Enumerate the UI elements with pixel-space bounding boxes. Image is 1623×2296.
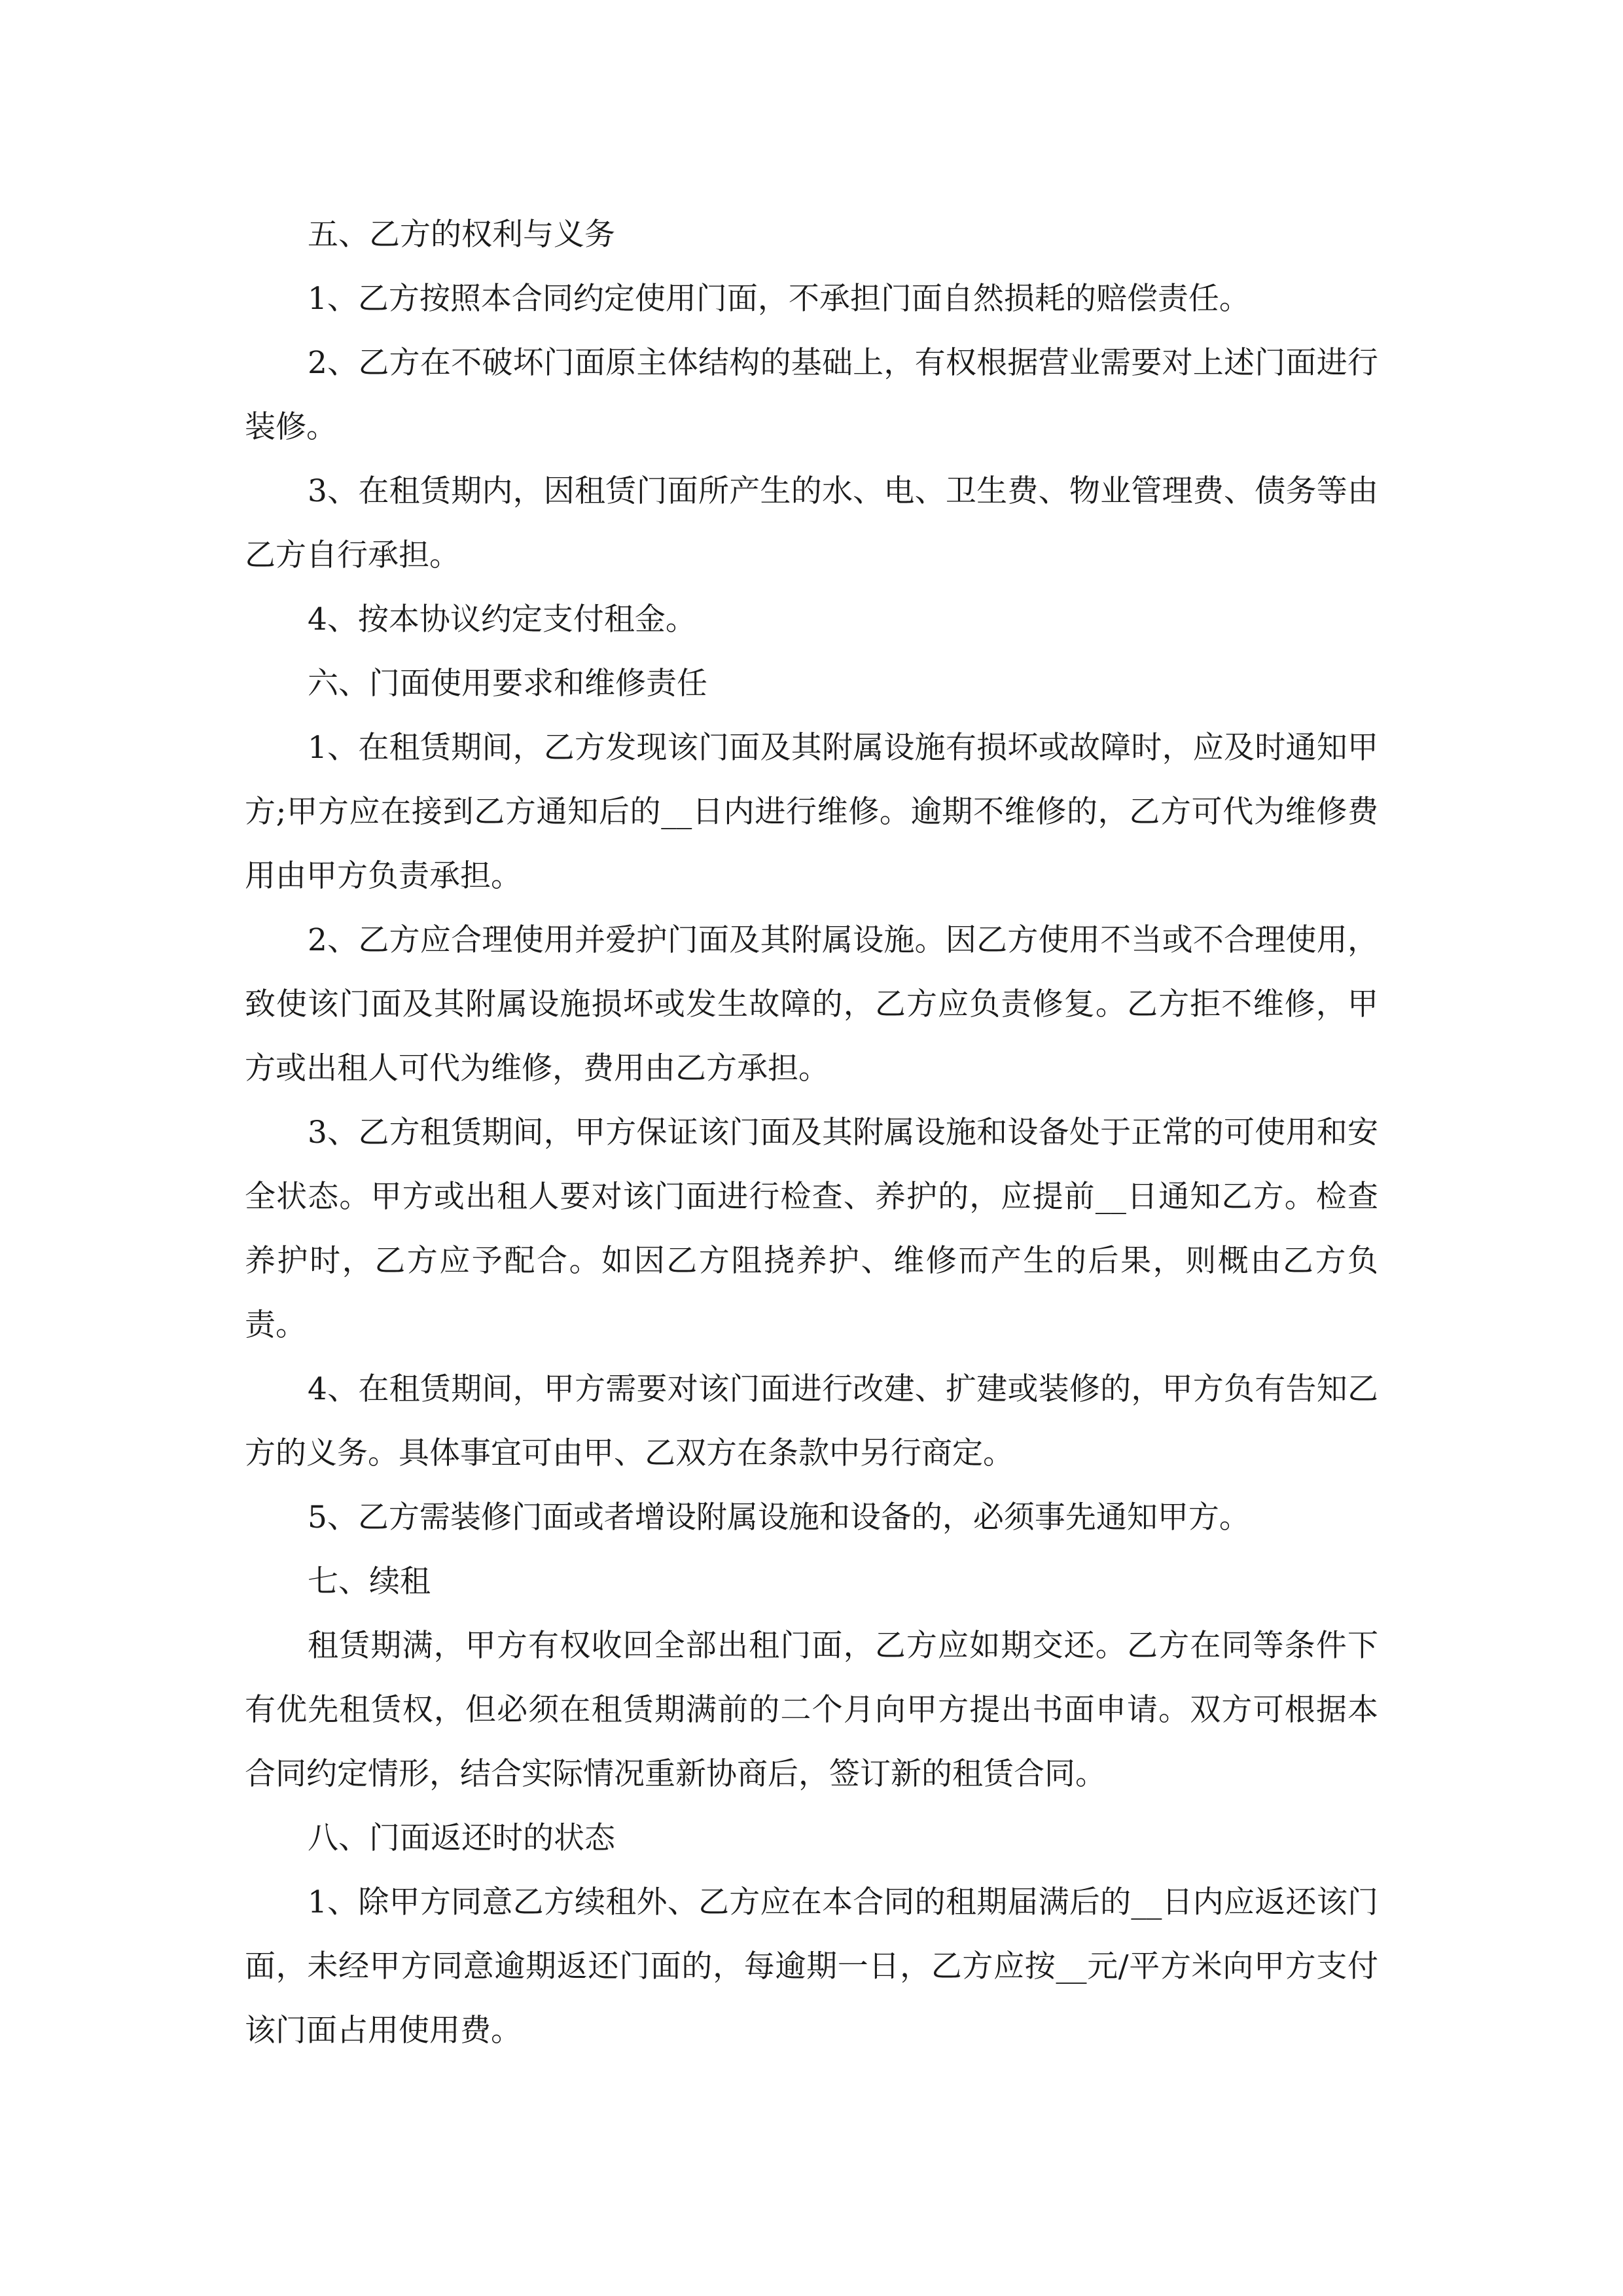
clause-5-3: 3、在租赁期内，因租赁门面所产生的水、电、卫生费、物业管理费、债务等由乙方自行承担。 xyxy=(245,473,1378,573)
clause-8-1: 1、除甲方同意乙方续租外、乙方应在本合同的租期届满后的__日内应返还该门面，未经甲方同意逾期返还门面的，每逾期一日，乙方应按__元/平方米向甲方支付该门面占用使用费。 xyxy=(245,1884,1378,2049)
clause-6-1: 1、在租赁期间，乙方发现该门面及其附属设施有损坏或故障时，应及时通知甲方;甲方应在接到乙方通知后的__日内进行维修。逾期不维修的，乙方可代为维修费用由甲方负责承担。 xyxy=(245,730,1378,894)
clause-6-4: 4、在租赁期间，甲方需要对该门面进行改建、扩建或装修的，甲方负有告知乙方的义务。具体事宜可由甲、乙双方在条款中另行商定。 xyxy=(245,1371,1378,1471)
clause-5-2: 2、乙方在不破坏门面原主体结构的基础上，有权根据营业需要对上述门面进行装修。 xyxy=(245,345,1378,445)
clause-5-4: 4、按本协议约定支付租金。 xyxy=(308,601,696,637)
section-heading-6: 六、门面使用要求和维修责任 xyxy=(308,666,707,702)
clause-6-3: 3、乙方租赁期间，甲方保证该门面及其附属设施和设备处于正常的可使用和安全状态。甲方或出租人要对该门面进行检查、养护的，应提前__日通知乙方。检查养护时，乙方应予配合。如因乙方阻挠养护、维修而产生的后果，则概由乙方负责。 xyxy=(245,1115,1378,1343)
clause-5-1: 1、乙方按照本合同约定使用门面，不承担门面自然损耗的赔偿责任。 xyxy=(308,281,1250,317)
clause-6-5: 5、乙方需装修门面或者增设附属设施和设备的，必须事先通知甲方。 xyxy=(308,1499,1250,1535)
section-heading-7: 七、续租 xyxy=(308,1564,431,1600)
section-heading-8: 八、门面返还时的状态 xyxy=(308,1820,615,1856)
section-heading-5: 五、乙方的权利与义务 xyxy=(308,217,615,253)
document-body xyxy=(245,203,1378,2063)
clause-6-2: 2、乙方应合理使用并爱护门面及其附属设施。因乙方使用不当或不合理使用，致使该门面及其附属设施损坏或发生故障的，乙方应负责修复。乙方拒不维修，甲方或出租人可代为维修，费用由乙方承担。 xyxy=(245,922,1378,1086)
clause-7-body: 租赁期满，甲方有权收回全部出租门面，乙方应如期交还。乙方在同等条件下有优先租赁权，但必须在租赁期满前的二个月向甲方提出书面申请。双方可根据本合同约定情形，结合实际情况重新协商后，签订新的租赁合同。 xyxy=(245,1628,1378,1792)
